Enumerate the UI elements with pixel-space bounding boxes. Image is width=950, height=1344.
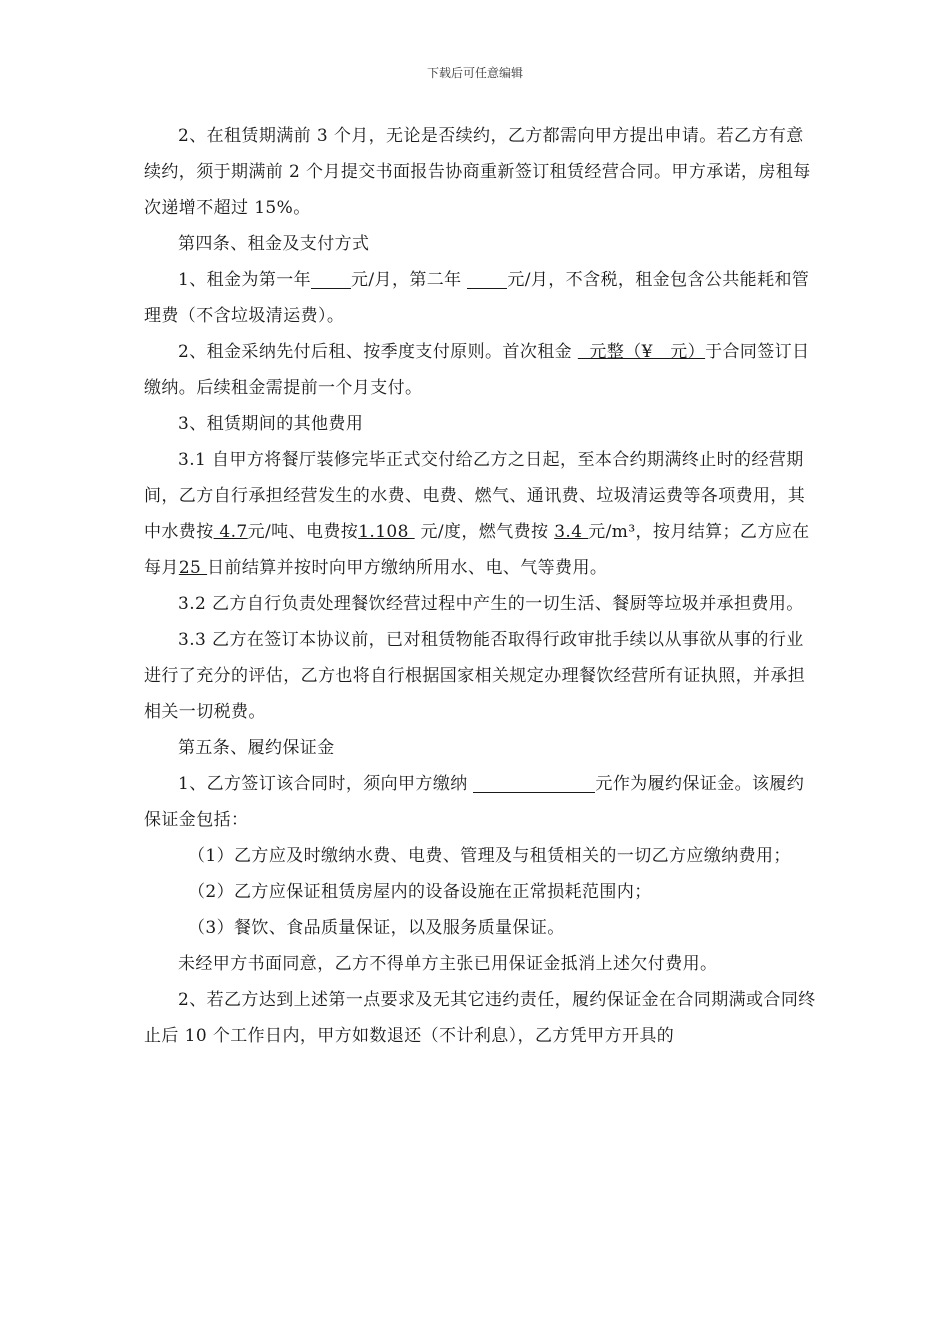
paragraph-rent-amount: 1、租金为第一年 元/月，第二年 元/月，不含税，租金包含公共能耗和管理费（不含垃圾清运费）。 (144, 270, 810, 326)
electricity-rate: 1.108 (358, 522, 415, 542)
deposit-item-1: （1）乙方应及时缴纳水费、电费、管理及与租赁相关的一切乙方应缴纳费用； (188, 846, 791, 866)
paragraph-garbage: 3.2 乙方自行负责处理餐饮经营过程中产生的一切生活、餐厨等垃圾并承担费用。 (178, 594, 804, 614)
article-4-heading: 第四条、租金及支付方式 (178, 234, 370, 254)
paragraph-utility-fees: 3.1 自甲方将餐厅装修完毕正式交付给乙方之日起，至本合约期满终止时的经营期间，乙方自行承担经营发生的水费、电费、燃气、通讯费、垃圾清运费等各项费用，其中水费按 4.7元/吨、电费按1.108 元/度，燃气费按 3.4 元/m³，按月结算；乙方应在每月25 日前结算并按时向甲方缴纳所用水、电、气等费用。 (144, 450, 810, 578)
paragraph-rent-payment: 2、租金采纳先付后租、按季度支付原则。首次租金 元整（¥ 元）于合同签订日缴纳。后续租金需提前一个月支付。 (144, 342, 810, 398)
paragraph-licenses: 3.3 乙方在签订本协议前，已对租赁物能否取得行政审批手续以从事欲从事的行业进行了充分的评估，乙方也将自行根据国家相关规定办理餐饮经营所有证执照，并承担相关一切税费。 (144, 630, 806, 722)
paragraph-offset: 未经甲方书面同意，乙方不得单方主张已用保证金抵消上述欠付费用。 (178, 954, 718, 974)
water-rate: 4.7 (213, 522, 248, 542)
page-header: 下载后可任意编辑 (426, 66, 523, 80)
gas-rate: 3.4 (554, 522, 589, 542)
paragraph-renewal: 2、在租赁期满前 3 个月，无论是否续约，乙方都需向甲方提出申请。若乙方有意续约，须于期满前 2 个月提交书面报告协商重新签订租赁经营合同。甲方承诺，房租每次递增不超过 15%。 (144, 126, 811, 218)
paragraph-deposit: 1、乙方签订该合同时，须向甲方缴纳 元作为履约保证金。该履约保证金包括： (144, 774, 805, 830)
deposit-amount-blank (473, 772, 595, 793)
settlement-day: 25 (178, 558, 208, 578)
article-5-heading: 第五条、履约保证金 (178, 738, 335, 758)
paragraph-other-fees-heading: 3、租赁期间的其他费用 (178, 414, 364, 434)
first-rent-amount: 元整（¥ 元） (577, 342, 706, 362)
rent-year1-blank (311, 268, 351, 289)
paragraph-deposit-refund: 2、若乙方达到上述第一点要求及无其它违约责任，履约保证金在合同期满或合同终止后 10 个工作日内，甲方如数退还（不计利息），乙方凭甲方开具的 (144, 990, 816, 1046)
deposit-item-2: （2）乙方应保证租赁房屋内的设备设施在正常损耗范围内； (188, 882, 652, 902)
deposit-item-3: （3）餐饮、食品质量保证，以及服务质量保证。 (188, 918, 565, 938)
contract-body (144, 118, 816, 1054)
rent-year2-blank (467, 268, 507, 289)
